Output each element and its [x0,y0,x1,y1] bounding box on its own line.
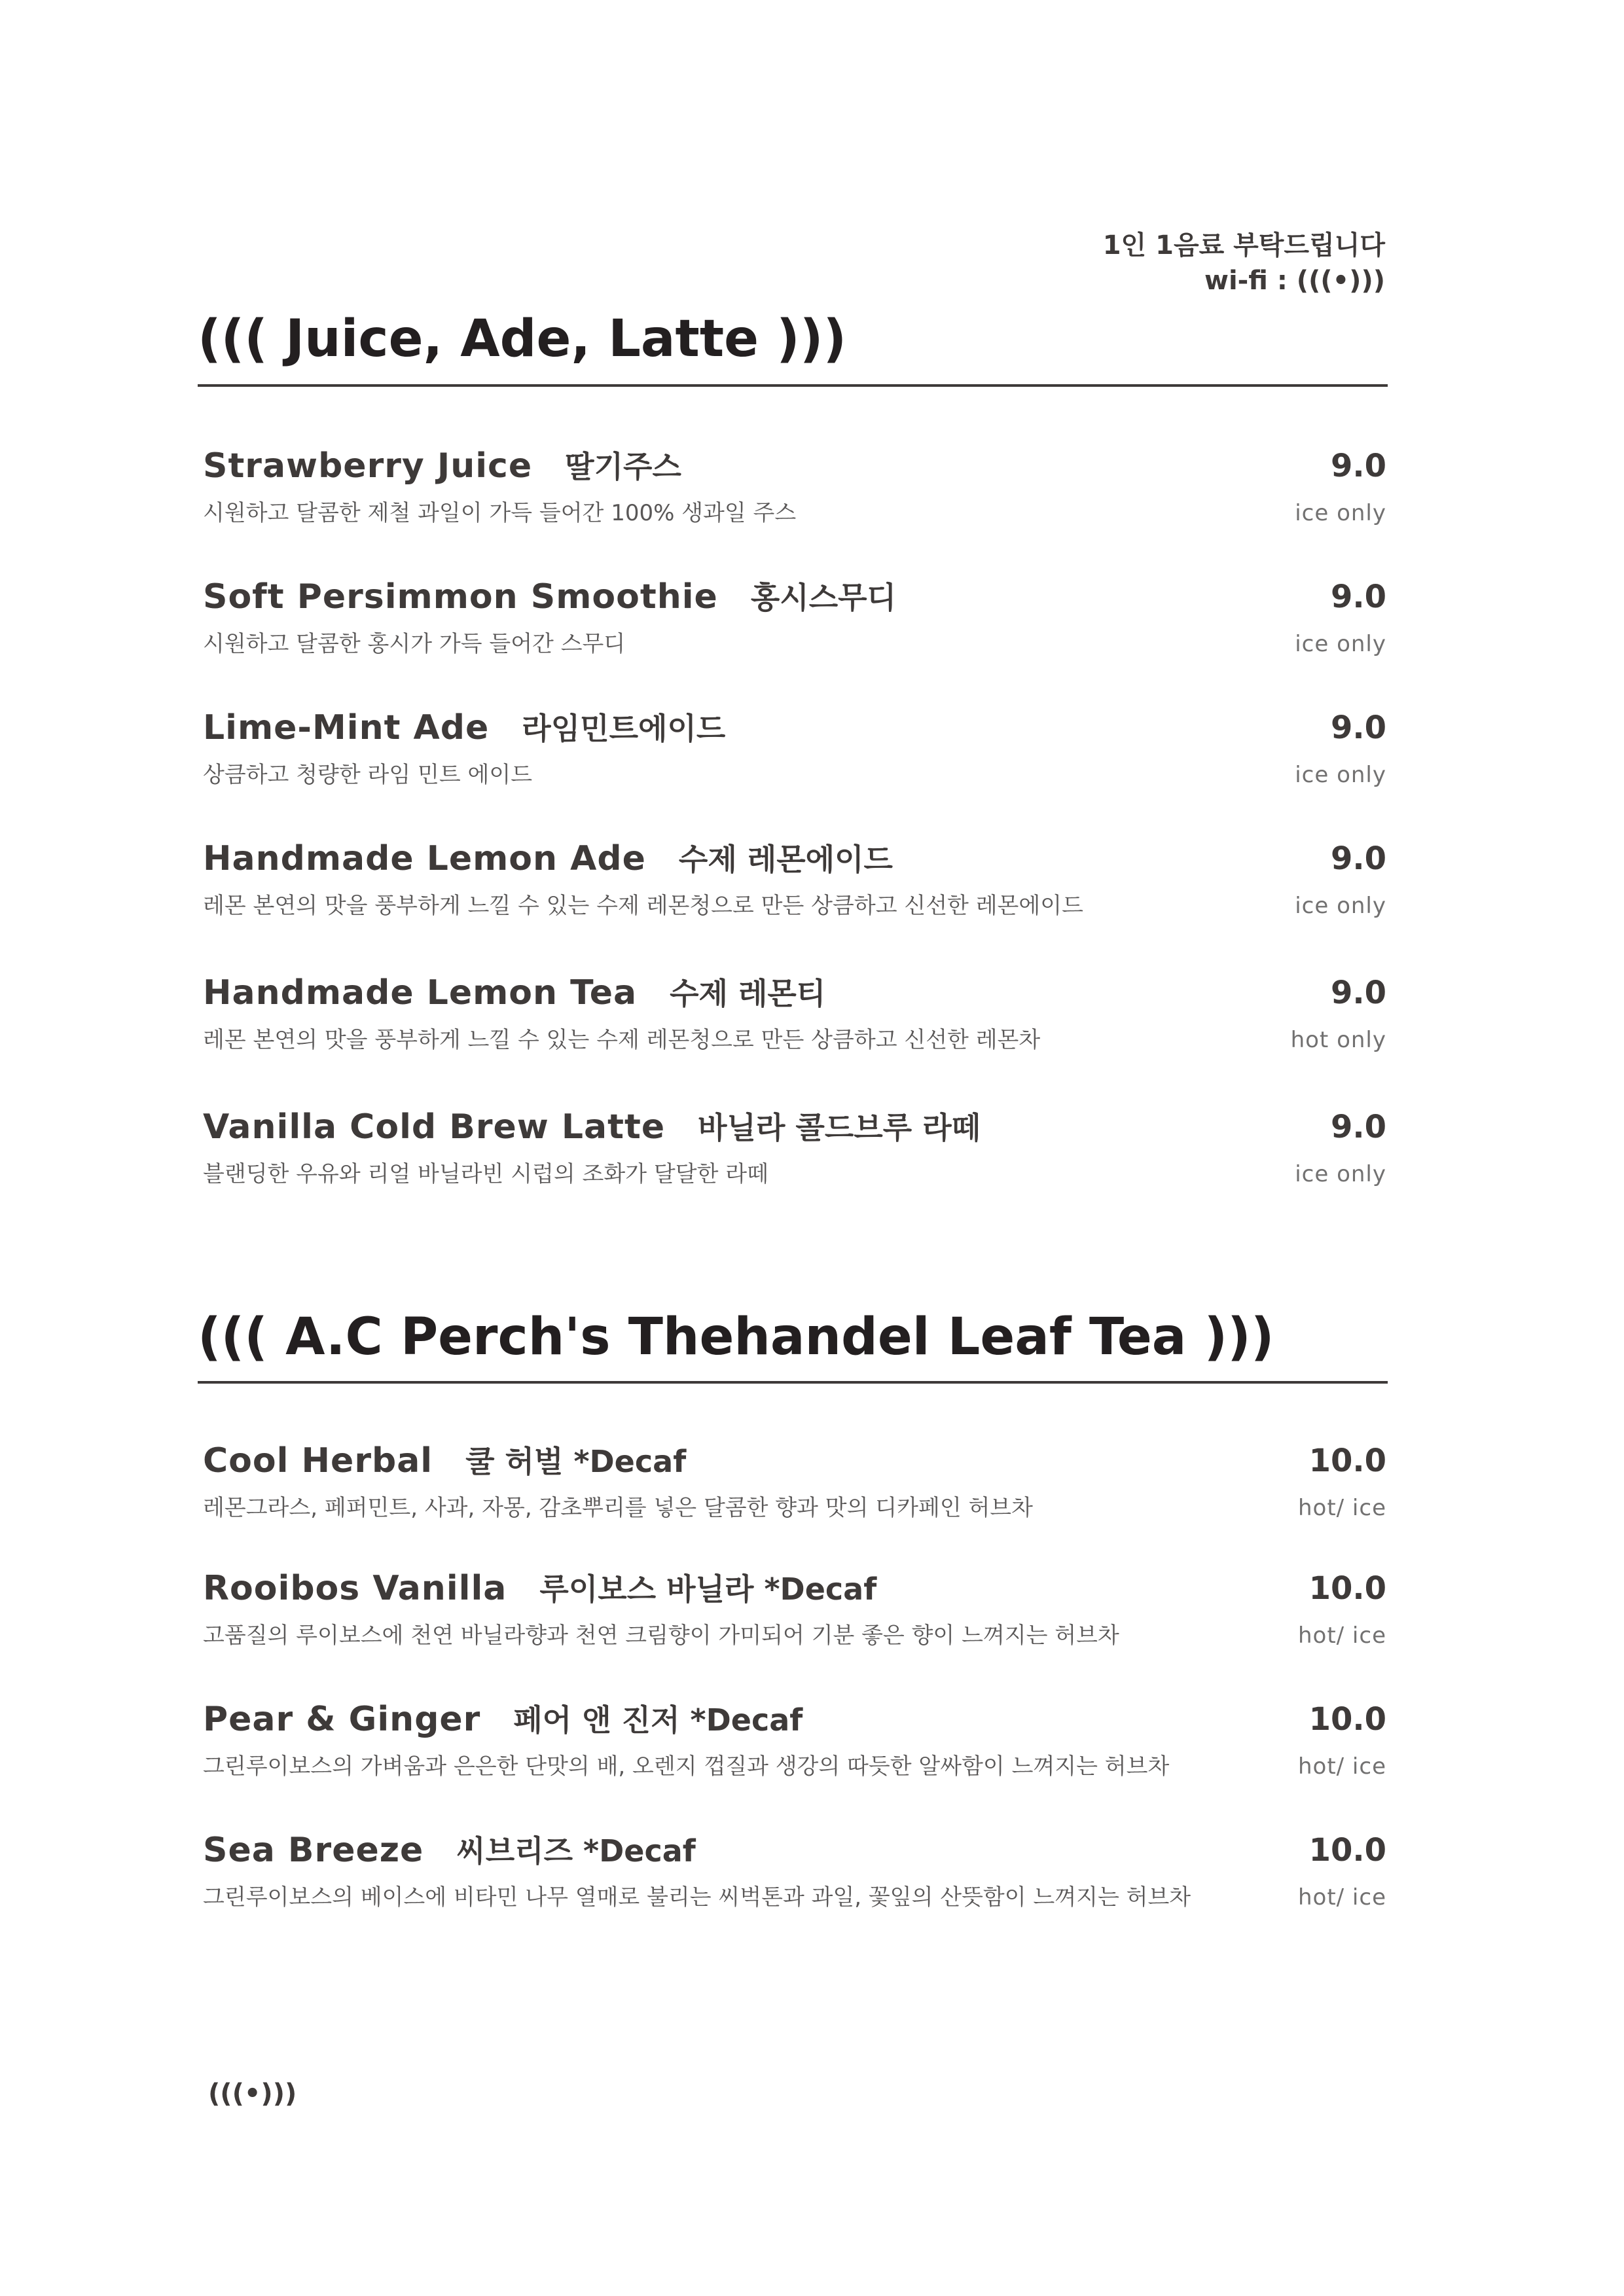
item-name-line [203,445,681,495]
item-price: 9.0 [1330,1109,1386,1145]
item-price: 9.0 [1330,975,1386,1011]
item-name-line [203,1829,696,1879]
menu-item-strawberry-juice [203,445,1386,543]
footer-logo-mark: (((•))) [208,2079,297,2109]
item-name-en: Strawberry Juice [203,446,533,486]
menu-item-lime-mint-ade [203,707,1386,805]
item-name-ko: 딸기주스 [565,449,681,484]
section-divider [198,1381,1388,1384]
item-name-line [203,1106,981,1156]
item-name-ko: 씨브리즈 *Decaf [456,1833,696,1869]
item-name-line [203,1568,876,1617]
item-serving-temp: ice only [1295,631,1386,657]
item-name-en: Pear & Ginger [203,1700,481,1739]
item-name-ko: 쿨 허벌 *Decaf [465,1444,687,1479]
notice-order-text: 1인 1음료 부탁드립니다 [1102,230,1385,260]
item-price: 9.0 [1330,840,1386,877]
item-name-line [203,707,725,757]
item-description: 레몬 본연의 맛을 풍부하게 느낄 수 있는 수제 레몬청으로 만든 상큼하고 신선한 레몬에이드 [203,893,1083,919]
item-price: 9.0 [1330,448,1386,484]
item-serving-temp: hot/ ice [1297,1884,1386,1910]
item-serving-temp: hot/ ice [1297,1495,1386,1521]
item-price: 10.0 [1308,1701,1386,1738]
item-name-ko: 페어 앤 진저 *Decaf [513,1702,803,1738]
section-divider [198,384,1388,387]
item-name-en: Cool Herbal [203,1441,433,1480]
item-serving-temp: ice only [1295,500,1386,526]
item-name-line [203,972,825,1022]
item-price: 10.0 [1308,1443,1386,1479]
item-serving-temp: ice only [1295,1161,1386,1187]
item-name-line [203,1440,686,1490]
item-name-en: Handmade Lemon Ade [203,839,646,878]
section-title-juice-ade-latte: ((( Juice, Ade, Latte ))) [198,310,847,368]
section-title-leaf-tea: ((( A.C Perch's Thehandel Leaf Tea ))) [198,1308,1274,1367]
item-name-ko: 라임민트에이드 [522,711,726,746]
item-name-ko: 바닐라 콜드브루 라떼 [698,1110,981,1145]
item-name-ko: 루이보스 바닐라 *Decaf [539,1571,877,1607]
item-serving-temp: ice only [1295,893,1386,919]
item-price: 10.0 [1308,1570,1386,1607]
item-name-en: Handmade Lemon Tea [203,973,638,1013]
item-serving-temp: hot/ ice [1297,1623,1386,1649]
item-name-en: Lime-Mint Ade [203,708,490,747]
menu-item-handmade-lemon-ade [203,838,1386,936]
item-description: 레몬그라스, 페퍼민트, 사과, 자몽, 감초뿌리를 넣은 달콤한 향과 맛의 디카페인 허브차 [203,1495,1033,1521]
notice-block [1103,228,1385,298]
notice-wifi-text: wi-fi : (((•))) [1204,266,1385,296]
menu-item-sea-breeze [203,1829,1386,1928]
menu-item-cool-herbal [203,1440,1386,1538]
item-description: 고품질의 루이보스에 천연 바닐라향과 천연 크림향이 가미되어 기분 좋은 향이 느껴지는 허브차 [203,1623,1119,1649]
item-price: 9.0 [1330,579,1386,615]
item-description: 그린루이보스의 가벼움과 은은한 단맛의 배, 오렌지 껍질과 생강의 따듯한 알싸함이 느껴지는 허브차 [203,1753,1170,1780]
item-description: 상큼하고 청량한 라임 민트 에이드 [203,762,533,788]
item-name-en: Soft Persimmon Smoothie [203,577,718,617]
menu-item-vanilla-cold-brew-latte [203,1106,1386,1204]
menu-item-handmade-lemon-tea [203,972,1386,1070]
item-name-en: Sea Breeze [203,1831,424,1870]
item-name-en: Rooibos Vanilla [203,1569,507,1608]
item-name-ko: 홍시스무디 [750,580,897,615]
menu-item-pear-ginger [203,1698,1386,1797]
item-description: 시원하고 달콤한 홍시가 가득 들어간 스무디 [203,631,626,657]
item-serving-temp: ice only [1295,762,1386,788]
item-name-ko: 수제 레몬티 [670,976,826,1011]
item-name-line [203,838,893,888]
item-description: 그린루이보스의 베이스에 비타민 나무 열매로 불리는 씨벅톤과 과일, 꽃잎의 산뜻함이 느껴지는 허브차 [203,1884,1191,1910]
item-name-line [203,576,896,626]
menu-item-rooibos-vanilla [203,1568,1386,1666]
item-price: 9.0 [1330,709,1386,746]
item-description: 블랜딩한 우유와 리얼 바닐라빈 시럽의 조화가 달달한 라떼 [203,1161,768,1187]
item-description: 시원하고 달콤한 제철 과일이 가득 들어간 100% 생과일 주스 [203,500,797,526]
menu-item-soft-persimmon-smoothie [203,576,1386,674]
item-description: 레몬 본연의 맛을 풍부하게 느낄 수 있는 수제 레몬청으로 만든 상큼하고 신선한 레몬차 [203,1027,1041,1053]
item-name-line [203,1698,803,1748]
item-serving-temp: hot only [1290,1027,1386,1053]
item-price: 10.0 [1308,1832,1386,1869]
item-serving-temp: hot/ ice [1297,1753,1386,1780]
item-name-en: Vanilla Cold Brew Latte [203,1107,666,1147]
item-name-ko: 수제 레몬에이드 [678,842,893,877]
